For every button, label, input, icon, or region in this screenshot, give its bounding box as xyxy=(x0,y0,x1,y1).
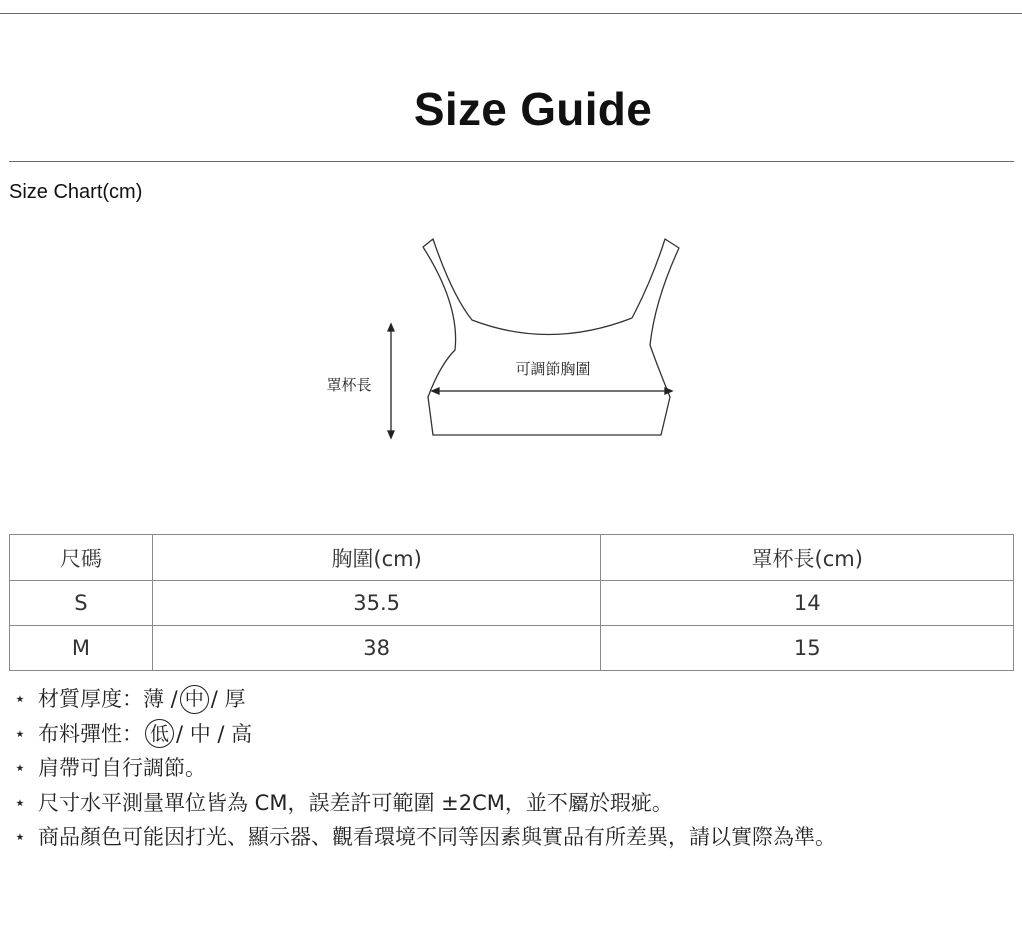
strap-text: 肩帶可自行調節。 xyxy=(38,756,206,781)
color-text: 商品顏色可能因打光、顯示器、觀看環境不同等因素與實品有所差異，請以實際為準。 xyxy=(38,825,836,850)
title-divider xyxy=(9,161,1014,162)
table-row xyxy=(10,626,1014,671)
note-elasticity xyxy=(14,717,836,752)
header-chest: 胸圍(cm) xyxy=(152,535,601,581)
material-option-thick: / 厚 xyxy=(210,687,246,712)
top-divider xyxy=(0,13,1022,14)
chest-arrow xyxy=(432,388,672,394)
cell-cup-length: 14 xyxy=(601,581,1014,626)
star-icon: ⋆ xyxy=(14,722,26,745)
cup-length-label: 罩杯長 xyxy=(326,376,372,394)
star-icon: ⋆ xyxy=(14,791,26,814)
cell-size: S xyxy=(10,581,153,626)
header-cup-length: 罩杯長(cm) xyxy=(601,535,1014,581)
note-strap xyxy=(14,751,836,786)
garment-outline xyxy=(423,239,679,435)
table-row xyxy=(10,581,1014,626)
material-option-medium-selected: 中 xyxy=(180,685,209,714)
star-icon: ⋆ xyxy=(14,826,26,849)
cell-cup-length: 15 xyxy=(601,626,1014,671)
cell-chest: 35.5 xyxy=(152,581,601,626)
cell-size: M xyxy=(10,626,153,671)
bra-measurement-diagram xyxy=(300,225,720,455)
material-option-thin: 薄 / xyxy=(143,687,178,712)
elasticity-option-low-selected: 低 xyxy=(145,719,174,748)
note-material xyxy=(14,682,836,717)
note-color xyxy=(14,820,836,855)
note-measurement xyxy=(14,786,836,821)
star-icon: ⋆ xyxy=(14,757,26,780)
table-header-row xyxy=(10,535,1014,581)
size-chart-caption: Size Chart(cm) xyxy=(9,181,143,203)
cell-chest: 38 xyxy=(152,626,601,671)
page-title: Size Guide xyxy=(413,83,653,135)
cup-length-arrow xyxy=(388,324,394,438)
size-table xyxy=(9,534,1014,671)
header-size: 尺碼 xyxy=(10,535,153,581)
chest-label: 可調節胸圍 xyxy=(515,360,591,378)
elasticity-label: 布料彈性： xyxy=(38,721,143,746)
star-icon: ⋆ xyxy=(14,688,26,711)
material-label: 材質厚度： xyxy=(38,687,143,712)
notes-list xyxy=(14,682,836,855)
elasticity-option-rest: / 中 / 高 xyxy=(176,721,253,746)
measurement-text: 尺寸水平測量單位皆為 CM，誤差許可範圍 ±2CM，並不屬於瑕疵。 xyxy=(38,790,673,815)
